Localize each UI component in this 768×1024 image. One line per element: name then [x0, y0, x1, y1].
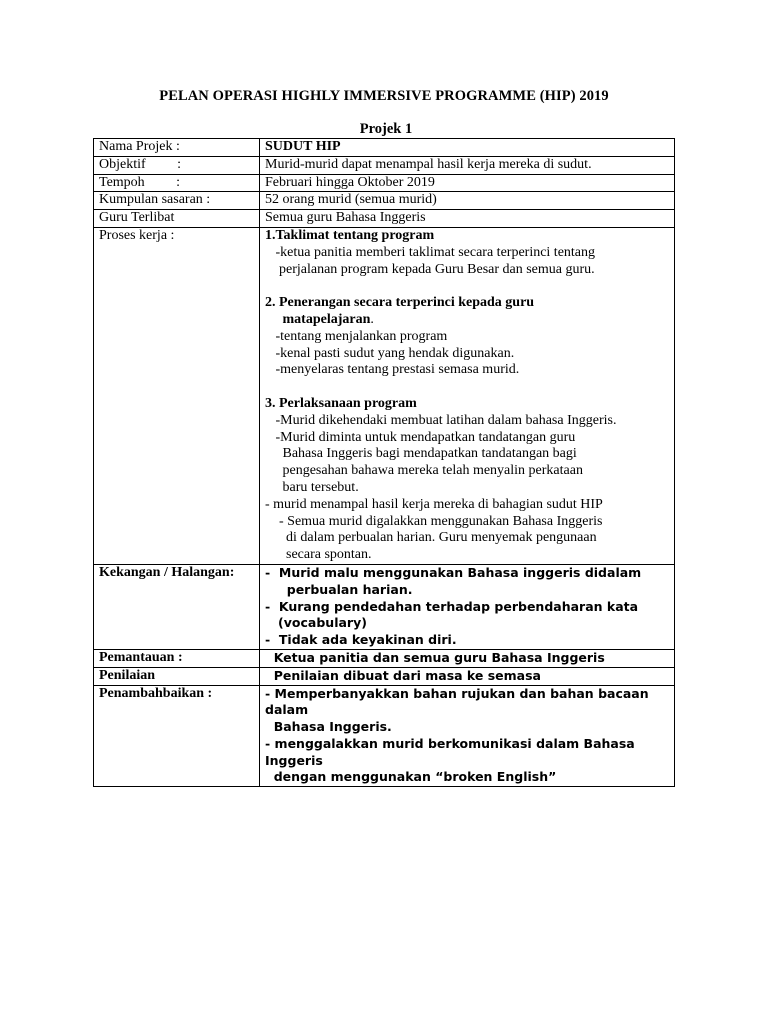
penambahbaikan-line: dengan menggunakan “broken English”	[265, 769, 557, 785]
spacer	[265, 379, 669, 396]
kekangan-line: (vocabulary)	[265, 615, 367, 631]
row-penambahbaikan	[94, 685, 675, 787]
row-tempoh	[94, 174, 675, 192]
label-kumpulan-sasaran: Kumpulan sasaran :	[94, 192, 260, 210]
value-kekangan	[260, 564, 675, 649]
row-kekangan	[94, 564, 675, 649]
project-title: Projek 1	[359, 121, 413, 137]
proses-line: -kenal pasti sudut yang hendak digunakan.	[265, 345, 515, 361]
label-pemantauan: Pemantauan :	[94, 649, 260, 667]
proses-line: -ketua panitia memberi taklimat secara terperinci tentang	[265, 244, 596, 260]
row-kumpulan-sasaran	[94, 192, 675, 210]
row-nama-projek	[94, 139, 675, 157]
row-pemantauan	[94, 649, 675, 667]
proses-line: -Murid dikehendaki membuat latihan dalam bahasa Inggeris.	[265, 412, 617, 428]
proses-heading-2-word: matapelajaran	[265, 311, 371, 327]
value-kumpulan-sasaran: 52 orang murid (semua murid)	[260, 192, 675, 210]
value-tempoh: Februari hingga Oktober 2019	[260, 174, 675, 192]
proses-heading-3: 3. Perlaksanaan program	[265, 395, 417, 411]
label-guru-terlibat: Guru Terlibat	[94, 210, 260, 228]
proses-line: -Murid diminta untuk mendapatkan tandatangan guru	[265, 429, 576, 445]
penambahbaikan-line: - menggalakkan murid berkomunikasi dalam Bahasa	[265, 735, 635, 751]
plan-table	[93, 138, 675, 787]
penambahbaikan-line: dalam	[265, 702, 309, 718]
kekangan-line: - Murid malu menggunakan Bahasa inggeris didalam	[265, 564, 642, 580]
penambahbaikan-line: - Memperbanyakkan bahan rujukan dan bahan bacaan	[265, 685, 649, 701]
value-proses-kerja	[260, 227, 675, 564]
proses-line: pengesahan bahawa mereka telah menyalin perkataan	[265, 463, 583, 479]
value-penambahbaikan	[260, 685, 675, 787]
label-nama-projek: Nama Projek :	[94, 139, 260, 157]
label-proses-kerja: Proses kerja :	[94, 227, 260, 564]
label-penilaian: Penilaian	[94, 667, 260, 685]
proses-line: -tentang menjalankan program	[265, 328, 448, 344]
label-objektif	[94, 156, 260, 174]
label-tempoh-text: Tempoh :	[99, 174, 181, 190]
proses-heading-1: 1.Taklimat tentang program	[265, 227, 435, 243]
value-guru-terlibat: Semua guru Bahasa Inggeris	[260, 210, 675, 228]
penilaian-text: Penilaian dibuat dari masa ke semasa	[265, 667, 541, 683]
proses-line: secara spontan.	[265, 547, 372, 563]
row-guru-terlibat	[94, 210, 675, 228]
spacer	[265, 278, 669, 295]
proses-heading-2-cont	[265, 312, 669, 329]
proses-line: perjalanan program kepada Guru Besar dan semua guru.	[265, 261, 595, 277]
proses-heading-2: 2. Penerangan secara terperinci kepada guru	[265, 295, 535, 311]
proses-line: Bahasa Inggeris bagi mendapatkan tandatangan bagi	[265, 446, 577, 462]
label-tempoh	[94, 174, 260, 192]
kekangan-line: perbualan harian.	[265, 581, 413, 597]
value-pemantauan	[260, 649, 675, 667]
penambahbaikan-line: Bahasa Inggeris.	[265, 719, 392, 735]
proses-line: - murid menampal hasil kerja mereka di bahagian sudut HIP	[265, 496, 603, 512]
label-penambahbaikan: Penambahbaikan :	[94, 685, 260, 787]
kekangan-line: - Kurang pendedahan terhadap perbendaharan kata	[265, 598, 639, 614]
value-penilaian	[260, 667, 675, 685]
row-proses-kerja	[94, 227, 675, 564]
proses-line: - Semua murid digalakkan menggunakan Bahasa Inggeris	[265, 513, 603, 529]
proses-line: -menyelaras tentang prestasi semasa murid.	[265, 362, 520, 378]
document-title: PELAN OPERASI HIGHLY IMMERSIVE PROGRAMME (HIP) 2019	[159, 88, 609, 104]
value-nama-projek: SUDUT HIP	[260, 139, 675, 157]
proses-line: di dalam perbualan harian. Guru menyemak pengunaan	[265, 530, 597, 546]
row-objektif	[94, 156, 675, 174]
proses-heading-2-period: .	[370, 311, 374, 327]
proses-line: baru tersebut.	[265, 479, 359, 495]
label-objektif-text: Objektif :	[99, 156, 182, 172]
pemantauan-text: Ketua panitia dan semua guru Bahasa Inggeris	[265, 649, 605, 665]
label-kekangan: Kekangan / Halangan:	[94, 564, 260, 649]
kekangan-line: - Tidak ada keyakinan diri.	[265, 632, 457, 648]
row-penilaian	[94, 667, 675, 685]
value-objektif: Murid-murid dapat menampal hasil kerja mereka di sudut.	[260, 156, 675, 174]
penambahbaikan-line: Inggeris	[265, 752, 323, 768]
